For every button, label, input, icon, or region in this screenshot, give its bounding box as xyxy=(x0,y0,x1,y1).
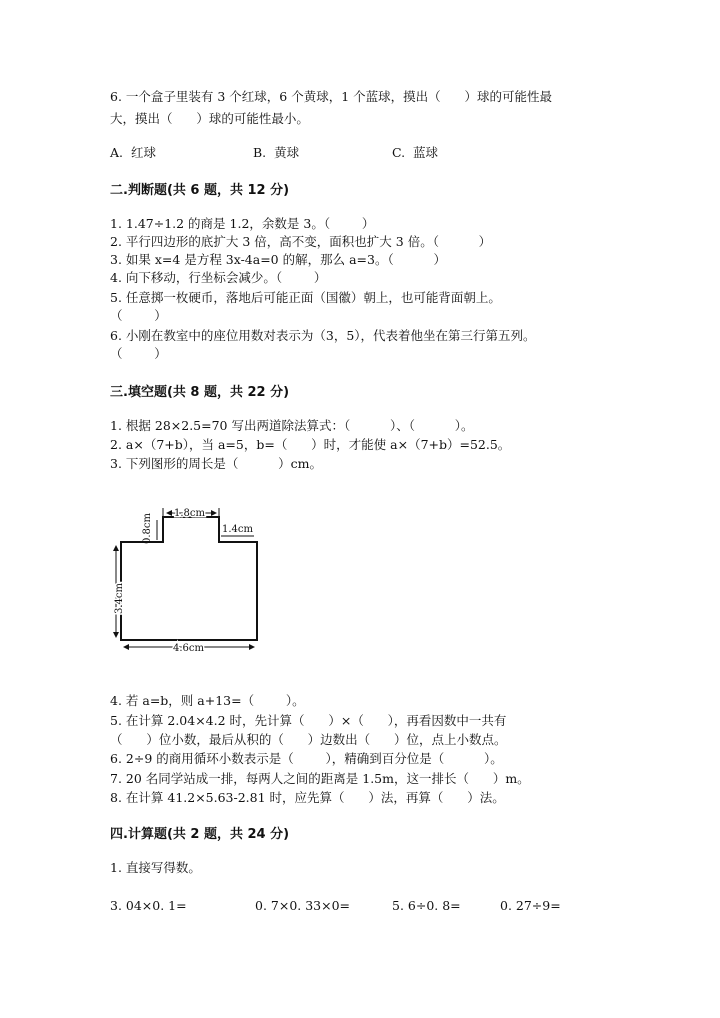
dim-left-big-label: 3.4cm xyxy=(114,583,125,614)
s2-item: 3. 如果 x=4 是方程 3x-4a=0 的解，那么 a=3。（ ） xyxy=(110,252,446,267)
section3-title: 三.填空题(共 8 题，共 22 分) xyxy=(110,385,290,400)
s4-item1: 1. 直接写得数。 xyxy=(110,860,201,875)
s3-item: （ ）位小数，最后从积的（ ）边数出（ ）位，点上小数点。 xyxy=(110,732,507,747)
calc-item: 3. 04×0. 1= xyxy=(110,898,187,913)
q6-option-b: B. 黄球 xyxy=(253,145,300,160)
q6-line2: 大，摸出（ ）球的可能性最小。 xyxy=(110,111,309,126)
section4-title: 四.计算题(共 2 题，共 24 分) xyxy=(110,827,290,842)
s3-item: 2. a×（7+b），当 a=5，b=（ ）时，才能使 a×（7+b）=52.5。 xyxy=(110,437,511,452)
s3-item: 1. 根据 28×2.5=70 写出两道除法算式：（ ）、（ ）。 xyxy=(110,418,474,433)
dim-right-small-label: 1.4cm xyxy=(222,524,253,535)
dim-bottom-label: 4.6cm xyxy=(173,643,204,654)
s3-item: 7. 20 名同学站成一排，每两人之间的距离是 1.5m，这一排长（ ）m。 xyxy=(110,771,530,786)
s2-item: 5. 任意掷一枚硬币，落地后可能正面（国徽）朝上，也可能背面朝上。 xyxy=(110,290,501,305)
s3-item: 4. 若 a=b，则 a+13=（ ）。 xyxy=(110,693,305,708)
calc-item: 0. 27÷9= xyxy=(500,898,561,913)
s3-item: 3. 下列图形的周长是（ ）cm。 xyxy=(110,456,322,471)
q6-option-c: C. 蓝球 xyxy=(392,145,439,160)
s2-item: 6. 小刚在教室中的座位用数对表示为（3，5），代表着他坐在第三行第五列。 xyxy=(110,328,536,343)
perimeter-figure xyxy=(100,498,270,658)
dim-left-small-label: 0.8cm xyxy=(142,513,153,544)
s2-item: （ ） xyxy=(110,308,167,323)
section2-title: 二.判断题(共 6 题，共 12 分) xyxy=(110,183,290,198)
s2-item: 2. 平行四边形的底扩大 3 倍，高不变，面积也扩大 3 倍。（ ） xyxy=(110,234,492,249)
s2-item: 1. 1.47÷1.2 的商是 1.2，余数是 3。（ ） xyxy=(110,216,375,231)
s3-item: 6. 2÷9 的商用循环小数表示是（ ），精确到百分位是（ ）。 xyxy=(110,751,503,766)
q6-line1: 6. 一个盒子里装有 3 个红球，6 个黄球，1 个蓝球，摸出（ ）球的可能性最 xyxy=(110,89,552,104)
dim-top-label: 1.8cm xyxy=(174,508,205,519)
calc-item: 5. 6÷0. 8= xyxy=(392,898,461,913)
s2-item: （ ） xyxy=(110,346,167,361)
s3-item: 8. 在计算 41.2×5.63-2.81 时，应先算（ ）法，再算（ ）法。 xyxy=(110,790,505,805)
s2-item: 4. 向下移动，行坐标会减少。（ ） xyxy=(110,270,327,285)
s3-item: 5. 在计算 2.04×4.2 时，先计算（ ）×（ ），再看因数中一共有 xyxy=(110,713,507,728)
q6-option-a: A. 红球 xyxy=(110,145,156,160)
calc-item: 0. 7×0. 33×0= xyxy=(255,898,351,913)
